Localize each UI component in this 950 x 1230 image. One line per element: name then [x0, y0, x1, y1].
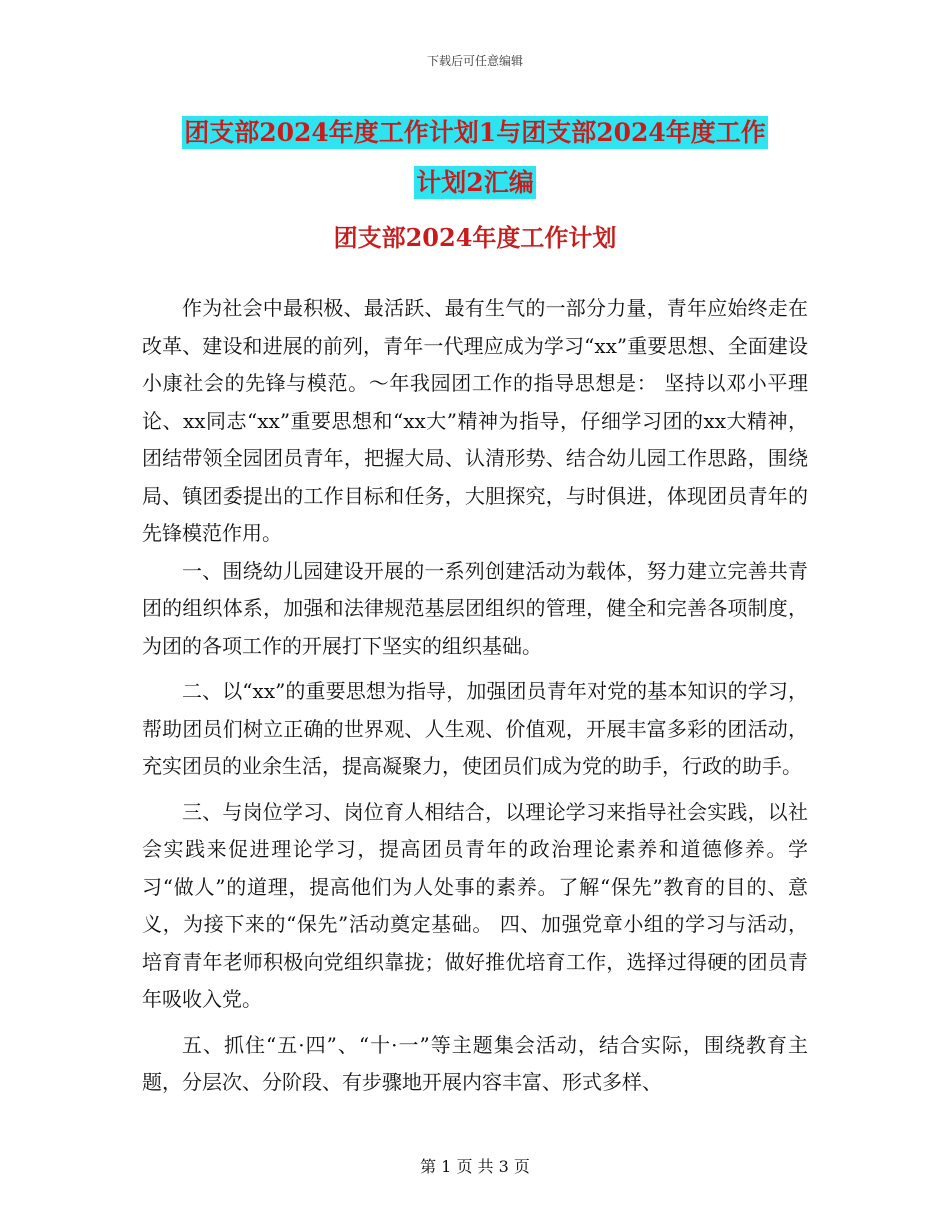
paragraph: 二、以“xx”的重要思想为指导，加强团员青年对党的基本知识的学习，帮助团员们树立正确的世界观、人生观、价值观，开展丰富多彩的团活动，充实团员的业余生活，提高凝聚力，使团员们成为党的助手，行政的助手。: [142, 679, 808, 778]
paragraph: 作为社会中最积极、最活跃、最有生气的一部分力量，青年应始终走在改革、建设和进展的前列，青年一代理应成为学习“xx”重要思想、全面建设小康社会的先锋与模范。～年我园团工作的指导思想是： 坚持以邓小平理论、xx同志“xx”重要思想和“xx大”精神为指导，仔细学习团的xx大精神，团结带领全园团员青年，把握大局、认清形势、结合幼儿园工作思路，围绕局、镇团委提出的工作目标和任务，大胆探究，与时俱进，体现团员青年的先锋模范作用。: [142, 296, 808, 545]
page-number: 第 1 页 共 3 页: [420, 1157, 530, 1176]
document-title-line-1: 团支部2024年度工作计划1与团支部2024年度工作: [184, 118, 766, 147]
paragraph: 三、与岗位学习、岗位育人相结合，以理论学习来指导社会实践，以社会实践来促进理论学习，提高团员青年的政治理论素养和道德修养。学习“做人”的道理，提高他们为人处事的素养。了解“保先”教育的目的、意义，为接下来的“保先”活动奠定基础。 四、加强党章小组的学习与活动，培育青年老师积极向党组织靠拢；做好推优培育工作，选择过得硬的团员青年吸收入党。: [142, 799, 808, 1011]
document-title-line-2: 计划2汇编: [416, 168, 534, 197]
paragraph: 五、抓住“五·四”、“十·一”等主题集会活动，结合实际，围绕教育主题，分层次、分阶段、有步骤地开展内容丰富、形式多样、: [142, 1032, 808, 1094]
header-note: 下载后可任意编辑: [426, 54, 523, 68]
section-title: 团支部2024年度工作计划: [333, 223, 617, 252]
paragraph: 一、围绕幼儿园建设开展的一系列创建活动为载体，努力建立完善共青团的组织体系，加强和法律规范基层团组织的管理，健全和完善各项制度，为团的各项工作的开展打下坚实的组织基础。: [142, 558, 808, 658]
document-title: [0, 108, 950, 208]
document-body: [142, 290, 808, 1102]
